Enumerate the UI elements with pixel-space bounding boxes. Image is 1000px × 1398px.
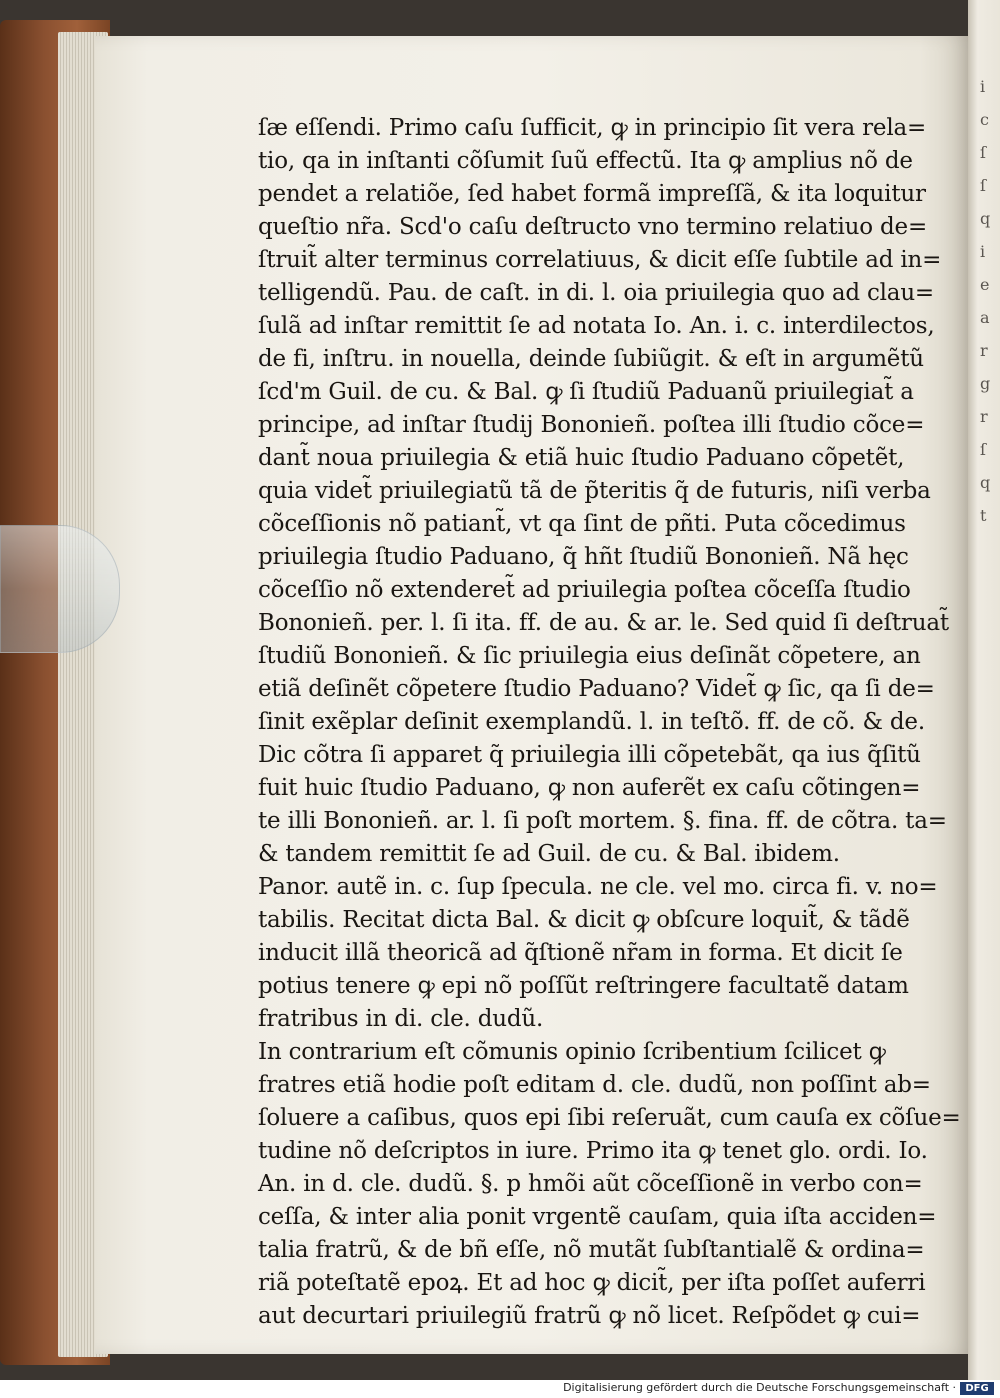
text-line: dant̃ noua priuilegia & etiã huic ſtudio Paduano cõpetẽt, bbox=[258, 445, 905, 471]
text-line: fratres etiã hodie poſt editam d. cle. dudũ, non poſſint ab= bbox=[258, 1072, 931, 1098]
facing-glyph: a bbox=[980, 308, 990, 327]
text-line: queſtio nr̃a. Scd'o caſu deſtructo vno termino relatiuo de= bbox=[258, 214, 928, 240]
facing-glyph: c bbox=[980, 110, 989, 129]
text-line: fuit huic ſtudio Paduano, ꝙ non auferẽt ex caſu cõtingen= bbox=[258, 775, 921, 801]
text-line: cõceſſionis nõ patiant̃, vt qa ſint de pñti. Puta cõcedimus bbox=[258, 511, 906, 537]
text-line: ſtruit̃ alter terminus correlatiuus, & dicit eſſe ſubtile ad in= bbox=[258, 247, 942, 273]
facing-glyph: ſ bbox=[980, 176, 986, 195]
facing-page-edge bbox=[968, 0, 1000, 1380]
text-line: tabilis. Recitat dicta Bal. & dicit ꝙ obſcure loquit̃, & tãdẽ bbox=[258, 907, 910, 933]
text-line: quia videt̃ priuilegiatũ tã de p̃teritis q̃ de futuris, niſi verba bbox=[258, 478, 931, 504]
plastic-page-holder bbox=[0, 525, 120, 653]
text-line: ceſſa, & inter alia ponit vrgentẽ cauſam, quia iſta acciden= bbox=[258, 1204, 937, 1230]
text-line: ſcd'm Guil. de cu. & Bal. ꝙ ſi ſtudiũ Paduanũ priuilegiat̃ a bbox=[258, 379, 914, 405]
text-line: telligendũ. Pau. de caſt. in di. l. oia priuilegia quo ad clau= bbox=[258, 280, 935, 306]
text-line: ſtudiũ Bononieñ. & ſic priuilegia eius deſinãt cõpetere, an bbox=[258, 643, 921, 669]
facing-page-text bbox=[980, 70, 1000, 532]
text-line: ſulã ad inſtar remittit ſe ad notata Io. An. i. c. interdilectos, bbox=[258, 313, 935, 339]
text-line: pendet a relatiõe, ſed habet formã impreſſã, & ita loquitur bbox=[258, 181, 926, 207]
text-line: tio, qa in inſtanti cõſumit ſuũ effectũ. Ita ꝙ amplius nõ de bbox=[258, 148, 913, 174]
text-line: ſinit exẽplar deſinit exemplandũ. l. in teſtõ. ff. de cõ. & de. bbox=[258, 709, 925, 735]
text-line: In contrarium eſt cõmunis opinio ſcribentium ſcilicet ꝙ bbox=[258, 1039, 886, 1065]
text-line: de fi, inſtru. in nouella, deinde ſubiũgit. & eſt in argumẽtũ bbox=[258, 346, 924, 372]
text-line: etiã deſinẽt cõpetere ſtudio Paduano? Videt̃ ꝙ ſic, qa ſi de= bbox=[258, 676, 935, 702]
facing-glyph: t bbox=[980, 506, 987, 525]
text-line: tudine nõ deſcriptos in iure. Primo ita ꝙ tenet glo. ordi. Io. bbox=[258, 1138, 928, 1164]
text-line: te illi Bononieñ. ar. l. ſi poſt mortem. §. fina. ff. de cõtra. ta= bbox=[258, 808, 947, 834]
facing-glyph: g bbox=[980, 374, 991, 393]
text-line: aut decurtari priuilegiũ fratrũ ꝙ nõ licet. Reſpõdet ꝙ cui= bbox=[258, 1303, 921, 1329]
facing-glyph: i bbox=[980, 77, 986, 96]
facing-glyph: q bbox=[980, 209, 991, 228]
text-line: An. in d. cle. dudũ. §. p hmõi aũt cõceſſionẽ in verbo con= bbox=[258, 1171, 923, 1197]
facing-glyph: q bbox=[980, 473, 991, 492]
text-line: cõceſſio nõ extenderet̃ ad priuilegia poſtea cõceſſa ſtudio bbox=[258, 577, 911, 603]
funding-credit: Digitalisierung gefördert durch die Deutsche Forschungsgemeinschaft · bbox=[563, 1381, 956, 1394]
text-line: Bononieñ. per. l. ſi ita. ff. de au. & ar. le. Sed quid ſi deſtruat̃ bbox=[258, 610, 949, 636]
facing-glyph: i bbox=[980, 242, 986, 261]
page-text-block bbox=[258, 112, 961, 1333]
text-line: talia fratrũ, & de bñ eſſe, nõ mutãt ſubſtantialẽ & ordina= bbox=[258, 1237, 925, 1263]
text-line: inducit illã theoricã ad q̃ſtionẽ nr̃am in forma. Et dicit ſe bbox=[258, 940, 903, 966]
facing-glyph: r bbox=[980, 341, 988, 360]
text-line: fratribus in di. cle. dudũ. bbox=[258, 1006, 544, 1032]
dfg-logo: DFG bbox=[960, 1382, 994, 1395]
text-line: potius tenere ꝙ epi nõ poſſũt reſtringere facultatẽ datam bbox=[258, 973, 909, 999]
text-line: Dic cõtra ſi apparet q̃ priuilegia illi cõpetebãt, qa ius q̃ſitũ bbox=[258, 742, 921, 768]
text-line: riã poteſtatẽ epoꝝ. Et ad hoc ꝙ dicit̃, per iſta poſſet auferri bbox=[258, 1270, 926, 1296]
text-line: ſoluere a caſibus, quos epi ſibi reſeruãt, cum cauſa ex cõſue= bbox=[258, 1105, 961, 1131]
text-line: priuilegia ſtudio Paduano, q̃ hñt ſtudiũ Bononieñ. Nã hęc bbox=[258, 544, 909, 570]
text-line: Panor. autẽ in. c. ſup ſpecula. ne cle. vel mo. circa fi. v. no= bbox=[258, 874, 938, 900]
text-line: & tandem remittit ſe ad Guil. de cu. & Bal. ibidem. bbox=[258, 841, 840, 867]
facing-glyph: r bbox=[980, 407, 988, 426]
facing-glyph: ſ bbox=[980, 440, 986, 459]
text-line: principe, ad inſtar ſtudij Bononieñ. poſtea illi ſtudio cõce= bbox=[258, 412, 925, 438]
text-line: ſæ eſſendi. Primo caſu ſufficit, ꝙ in principio ſit vera rela= bbox=[258, 115, 927, 141]
facing-glyph: e bbox=[980, 275, 990, 294]
facing-glyph: ſ bbox=[980, 143, 986, 162]
